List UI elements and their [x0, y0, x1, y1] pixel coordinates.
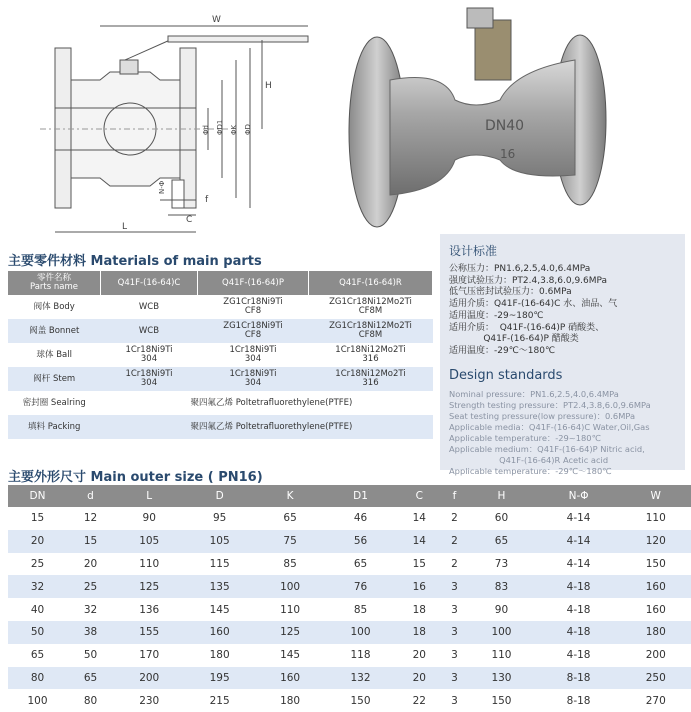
sizes-cell: 160	[209, 626, 230, 639]
sizes-cell: 130	[491, 671, 512, 684]
sizes-cell: 14	[412, 535, 426, 548]
materials-cell-p: 1Cr18Ni9Ti 304	[229, 345, 277, 364]
sizes-cell: 76	[353, 580, 368, 593]
sizes-cell: 3	[451, 580, 458, 593]
sizes-cell: 50	[83, 649, 98, 662]
sizes-cell: 2	[451, 512, 458, 525]
sizes-cell: 90	[494, 603, 509, 616]
sizes-cell: 65	[83, 671, 98, 684]
materials-span-cell: 聚四氟乙烯 Poltetrafluorethylene(PTFE)	[190, 397, 353, 408]
materials-cell-p: ZG1Cr18Ni9Ti CF8	[223, 321, 283, 340]
materials-row	[8, 343, 433, 367]
sizes-cell: 250	[645, 671, 666, 684]
sizes-cell: 4-18	[566, 626, 591, 639]
sizes-cell: 2	[451, 557, 458, 570]
sizes-cell: 8-18	[566, 671, 591, 684]
sizes-cell: 2	[451, 535, 458, 548]
sizes-cell: 65	[30, 649, 45, 662]
sizes-header-cell: D	[184, 485, 254, 507]
sizes-cell: 100	[280, 580, 301, 593]
sizes-cell: 180	[209, 649, 230, 662]
materials-cell-p: 1Cr18Ni9Ti 304	[229, 369, 277, 388]
materials-title: 主要零件材料 Materials of main parts	[8, 254, 262, 269]
sizes-header-cell: W	[620, 485, 691, 507]
sizes-row	[8, 667, 691, 690]
materials-cell-c: WCB	[138, 325, 160, 336]
sizes-cell: 230	[139, 694, 160, 707]
sizes-cell: 56	[353, 535, 368, 548]
materials-part-cell: 球体 Ball	[36, 349, 72, 360]
handle	[168, 36, 308, 42]
sizes-cell: 110	[280, 603, 301, 616]
materials-row	[8, 295, 433, 319]
valve-photo	[335, 0, 625, 235]
sizes-table	[8, 485, 691, 712]
standards-title-en: Design standards	[449, 368, 563, 383]
sizes-cell: 75	[283, 535, 297, 548]
sizes-row	[8, 598, 691, 621]
sizes-cell: 83	[494, 580, 509, 593]
technical-drawing	[0, 0, 330, 245]
sizes-cell: 145	[280, 649, 301, 662]
sizes-header-row	[8, 485, 691, 507]
materials-part-cell: 阀体 Body	[33, 301, 75, 312]
sizes-header-cell: K	[255, 485, 325, 507]
sizes-cell: 3	[451, 694, 458, 707]
sizes-cell: 136	[139, 603, 160, 616]
materials-cell-r: 1Cr18Ni12Mo2Ti 316	[335, 369, 406, 388]
sizes-cell: 270	[645, 694, 666, 707]
sizes-cell: 4-18	[566, 603, 591, 616]
sizes-cell: 3	[451, 671, 458, 684]
sizes-cell: 160	[645, 603, 666, 616]
sizes-cell: 95	[212, 512, 227, 525]
sizes-cell: 150	[350, 694, 371, 707]
sizes-cell: 73	[494, 557, 509, 570]
materials-table	[8, 271, 433, 439]
sizes-cell: 65	[494, 535, 509, 548]
sizes-cell: 80	[30, 671, 45, 684]
sizes-cell: 125	[139, 580, 160, 593]
sizes-cell: 3	[451, 649, 458, 662]
sizes-cell: 115	[209, 557, 230, 570]
dim-n-label: N-Φ	[158, 180, 166, 194]
materials-cell-r: ZG1Cr18Ni12Mo2Ti CF8M	[329, 321, 412, 340]
materials-span-row	[8, 391, 433, 415]
sizes-cell: 32	[83, 603, 98, 616]
dim-d-label: Φd	[202, 125, 210, 135]
sizes-cell: 20	[30, 535, 45, 548]
left-flange	[55, 48, 71, 208]
dim-l-label: L	[122, 222, 128, 232]
part-header-cn: 零件名称	[36, 273, 71, 283]
sizes-cell: 135	[209, 580, 230, 593]
sizes-cell: 15	[83, 535, 98, 548]
sizes-header-cell: DN	[8, 485, 67, 507]
materials-part-cell: 密封圈 Sealring	[22, 397, 86, 408]
sizes-cell: 110	[645, 512, 666, 525]
sizes-cell: 32	[30, 580, 45, 593]
materials-cell-r: ZG1Cr18Ni12Mo2Ti CF8M	[329, 297, 412, 316]
design-standards-panel	[440, 234, 685, 476]
sizes-cell: 20	[412, 649, 426, 662]
sizes-cell: 180	[645, 626, 666, 639]
sizes-cell: 20	[412, 671, 426, 684]
cast-text-pn: 16	[500, 147, 516, 161]
part-header-en: Parts name	[29, 282, 79, 292]
materials-row	[8, 367, 433, 391]
sizes-cell: 200	[645, 649, 666, 662]
materials-span-row	[8, 415, 433, 439]
sizes-cell: 22	[412, 694, 426, 707]
sizes-header-cell: d	[67, 485, 114, 507]
dim-dd-label: ΦD	[244, 124, 252, 135]
sizes-header-cell: H	[466, 485, 536, 507]
sizes-cell: 46	[353, 512, 368, 525]
sizes-cell: 105	[209, 535, 230, 548]
sizes-cell: 85	[283, 557, 297, 570]
sizes-row	[8, 530, 691, 553]
dim-f-label: f	[205, 195, 209, 205]
sizes-cell: 38	[83, 626, 98, 639]
materials-part-cell: 填料 Packing	[28, 421, 81, 432]
materials-cell-c: 1Cr18Ni9Ti 304	[125, 345, 173, 364]
materials-part-cell: 阀盖 Bonnet	[29, 325, 80, 336]
materials-part-cell: 阀杆 Stem	[33, 373, 76, 384]
standards-title-cn: 设计标准	[449, 244, 498, 258]
sizes-cell: 120	[645, 535, 666, 548]
sizes-cell: 18	[412, 626, 426, 639]
standards-lines-en: Nominal pressure：PN1.6,2.5,4.0,6.4MPa Strength testing pressure：PT2.4,3.8,6.0,9.6MPa Seat testing pressure(low pressure)：0.6MPa Applicable media：Q41F-(16-64)C Water,Oil,Gas Applicable temperature：-29~180℃ Applicable medium：Q41F-(16-64)P Nitric acid, Q41F-(16-64)R Acetic acid Applicable temperature：-29℃～180℃	[449, 389, 651, 476]
dim-k-label: ΦK	[230, 124, 238, 135]
materials-cell-p: ZG1Cr18Ni9Ti CF8	[223, 297, 283, 316]
materials-cell-c: 1Cr18Ni9Ti 304	[125, 369, 173, 388]
sizes-cell: 215	[209, 694, 230, 707]
sizes-cell: 155	[139, 626, 160, 639]
sizes-cell: 200	[139, 671, 160, 684]
sizes-header-cell: f	[443, 485, 467, 507]
sizes-cell: 145	[209, 603, 230, 616]
sizes-cell: 160	[645, 580, 666, 593]
sizes-cell: 60	[494, 512, 509, 525]
sizes-cell: 4-14	[566, 557, 591, 570]
materials-header-r: Q41F-(16-64)R	[309, 271, 433, 295]
sizes-cell: 65	[353, 557, 368, 570]
sizes-cell: 25	[83, 580, 98, 593]
sizes-header-cell: C	[396, 485, 443, 507]
sizes-cell: 180	[280, 694, 301, 707]
sizes-cell: 3	[451, 603, 458, 616]
sizes-cell: 8-18	[566, 694, 591, 707]
sizes-cell: 85	[353, 603, 368, 616]
sizes-cell: 100	[491, 626, 512, 639]
sizes-cell: 4-18	[566, 580, 591, 593]
sizes-cell: 118	[350, 649, 371, 662]
sizes-cell: 110	[491, 649, 512, 662]
sizes-cell: 14	[412, 512, 426, 525]
materials-header-part	[8, 271, 101, 295]
sizes-cell: 132	[350, 671, 371, 684]
sizes-cell: 100	[27, 694, 48, 707]
sizes-cell: 3	[451, 626, 458, 639]
dim-c-label: C	[186, 215, 193, 225]
sizes-cell: 40	[30, 603, 45, 616]
standards-lines-cn: 公称压力：PN1.6,2.5,4.0,6.4MPa 强度试验压力：PT2.4,3.8,6.0,9.6MPa 低气压密封试验压力：0.6MPa 适用介质：Q41F-(16-64)C 水、油品、气 适用温度：-29~180℃ 适用介质： Q41F-(16-64)P 硝酸类、 Q41F-(16-64)P 醋酸类 适用温度：-29℃～180℃	[449, 264, 618, 356]
materials-header-c: Q41F-(16-64)C	[101, 271, 198, 295]
sizes-header-cell: D1	[325, 485, 395, 507]
sizes-cell: 160	[280, 671, 301, 684]
sizes-body	[8, 507, 691, 712]
sizes-header-cell: L	[114, 485, 184, 507]
materials-cell-r: 1Cr18Ni12Mo2Ti 316	[335, 345, 406, 364]
sizes-cell: 195	[209, 671, 230, 684]
sizes-cell: 4-14	[566, 535, 591, 548]
dim-h-label: H	[265, 81, 272, 91]
sizes-row	[8, 644, 691, 667]
sizes-title: 主要外形尺寸 Main outer size ( PN16)	[8, 470, 263, 485]
sizes-cell: 110	[139, 557, 160, 570]
materials-span-cell: 聚四氟乙烯 Poltetrafluorethylene(PTFE)	[190, 421, 353, 432]
materials-cell-c: WCB	[138, 301, 160, 312]
sizes-row	[8, 689, 691, 712]
sizes-cell: 12	[83, 512, 98, 525]
materials-body	[8, 295, 433, 439]
sizes-cell: 15	[30, 512, 45, 525]
cast-text-dn: DN40	[485, 118, 525, 134]
materials-header-p: Q41F-(16-64)P	[198, 271, 309, 295]
sizes-cell: 16	[412, 580, 426, 593]
sizes-row	[8, 553, 691, 576]
sizes-cell: 90	[142, 512, 156, 525]
sizes-cell: 170	[139, 649, 160, 662]
sizes-cell: 150	[645, 557, 666, 570]
materials-row	[8, 319, 433, 343]
sizes-cell: 18	[412, 603, 426, 616]
sizes-cell: 100	[350, 626, 371, 639]
sizes-row	[8, 507, 691, 530]
sizes-cell: 25	[30, 557, 45, 570]
sizes-cell: 105	[139, 535, 160, 548]
sizes-header-cell: N-Φ	[537, 485, 621, 507]
sizes-cell: 50	[30, 626, 45, 639]
sizes-row	[8, 575, 691, 598]
sizes-cell: 150	[491, 694, 512, 707]
dim-d1-label: ΦD1	[216, 119, 224, 135]
sizes-cell: 20	[83, 557, 98, 570]
sizes-cell: 80	[83, 694, 98, 707]
sizes-row	[8, 621, 691, 644]
sizes-cell: 4-18	[566, 649, 591, 662]
sizes-cell: 15	[412, 557, 426, 570]
sizes-cell: 65	[283, 512, 297, 525]
sizes-cell: 4-14	[566, 512, 591, 525]
sizes-cell: 125	[280, 626, 301, 639]
dim-w-label: W	[212, 15, 221, 25]
